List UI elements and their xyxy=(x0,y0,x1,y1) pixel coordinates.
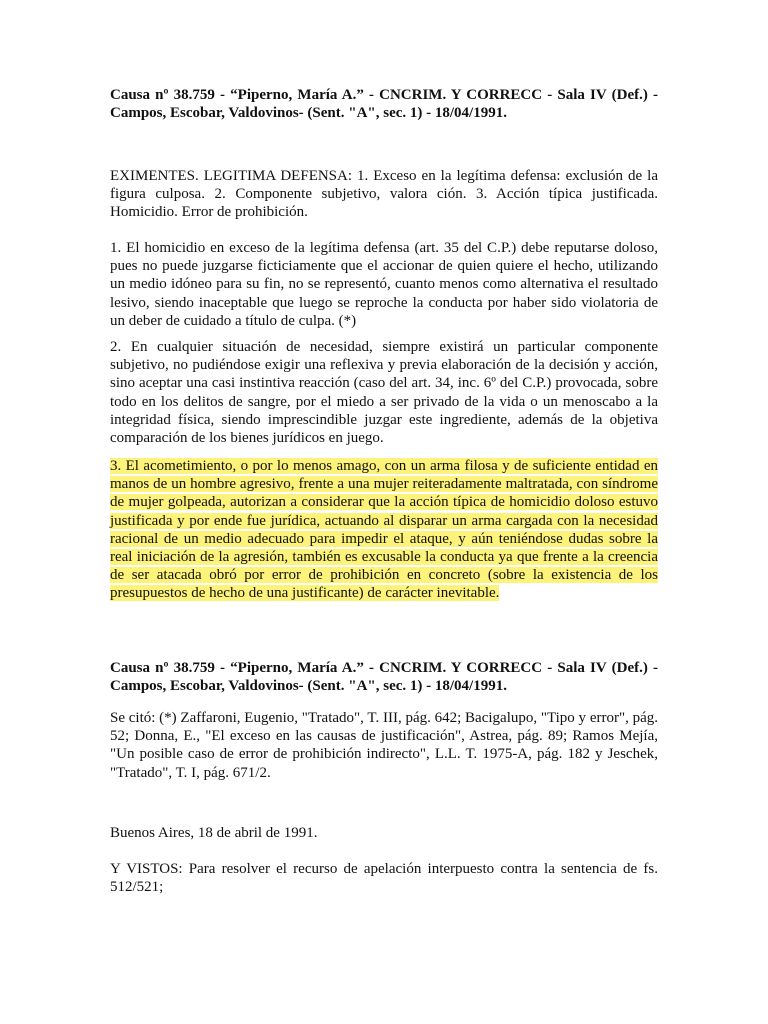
case-header-top: Causa nº 38.759 - “Piperno, María A.” - CNCRIM. Y CORRECC - Sala IV (Def.) - Campos, Escobar, Valdovinos- (Sent. "A", sec. 1) - 18/04/1991. xyxy=(110,87,658,122)
case-header-bottom: Causa nº 38.759 - “Piperno, María A.” - CNCRIM. Y CORRECC - Sala IV (Def.) - Campos, Escobar, Valdovinos- (Sent. "A", sec. 1) - 18/04/1991. xyxy=(110,660,658,695)
paragraph-3-highlighted xyxy=(110,457,658,603)
vistos-paragraph: Y VISTOS: Para resolver el recurso de apelación interpuesto contra la sentencia de fs. 512/521; xyxy=(110,861,658,896)
highlighted-text: 3. El acometimiento, o por lo menos amago, con un arma filosa y de suficiente entidad en manos de un hombre agresivo, frente a una mujer reiteradamente maltratada, con síndrome de mujer golpeada, autorizan a considerar que la acción típica de homicidio doloso estuvo justificada y por ende fue jurídica, actuando al disparar un arma cargada con la necesidad racional de un medio adecuado para impedir el ataque, y aún teniéndose dudas sobre la real iniciación de la agresión, también es excusable la conducta ya que frente a la creencia de ser atacada obró por error de prohibición en concreto (sobre la existencia de los presupuestos de hecho de una justificante) de carácter inevitable. xyxy=(110,458,658,602)
date-line: Buenos Aires, 18 de abril de 1991. xyxy=(110,825,318,841)
paragraph-2: 2. En cualquier situación de necesidad, siempre existirá un particular componente subjetivo, no pudiéndose exigir una reflexiva y previa elaboración de la decisión y acción, sino aceptar una casi instintiva reacción (caso del art. 34, inc. 6º del C.P.) provocada, sobre todo en los delitos de sangre, por el miedo a ser privado de la vida o un menoscabo a la integridad física, siendo imprescindible juzgar este ingrediente, además de la objetiva comparación de los bienes jurídicos en juego. xyxy=(110,339,658,447)
summary-paragraph: EXIMENTES. LEGITIMA DEFENSA: 1. Exceso en la legítima defensa: exclusión de la figura culposa. 2. Componente subjetivo, valora ción. 3. Acción típica justificada. Homicidio. Error de prohibición. xyxy=(110,168,658,221)
paragraph-1: 1. El homicidio en exceso de la legítima defensa (art. 35 del C.P.) debe reputarse doloso, pues no puede juzgarse ficticiamente que el accionar de quien quiere el hecho, utilizando un medio idóneo para su fin, no se representó, cuanto menos como alternativa el resultado lesivo, siendo inaceptable que luego se reproche la conducta por haber sido violatoria de un deber de cuidado a título de culpa. (*) xyxy=(110,240,658,329)
citations-paragraph: Se citó: (*) Zaffaroni, Eugenio, "Tratado", T. III, pág. 642; Bacigalupo, "Tipo y error", pág. 52; Donna, E., "El exceso en las causas de justificación", Astrea, pág. 89; Ramos Mejía, "Un posible caso de error de prohibición indirecto", L.L. T. 1975-A, pág. 182 y Jeschek, "Tratado", T. I, pág. 671/2. xyxy=(110,710,658,781)
